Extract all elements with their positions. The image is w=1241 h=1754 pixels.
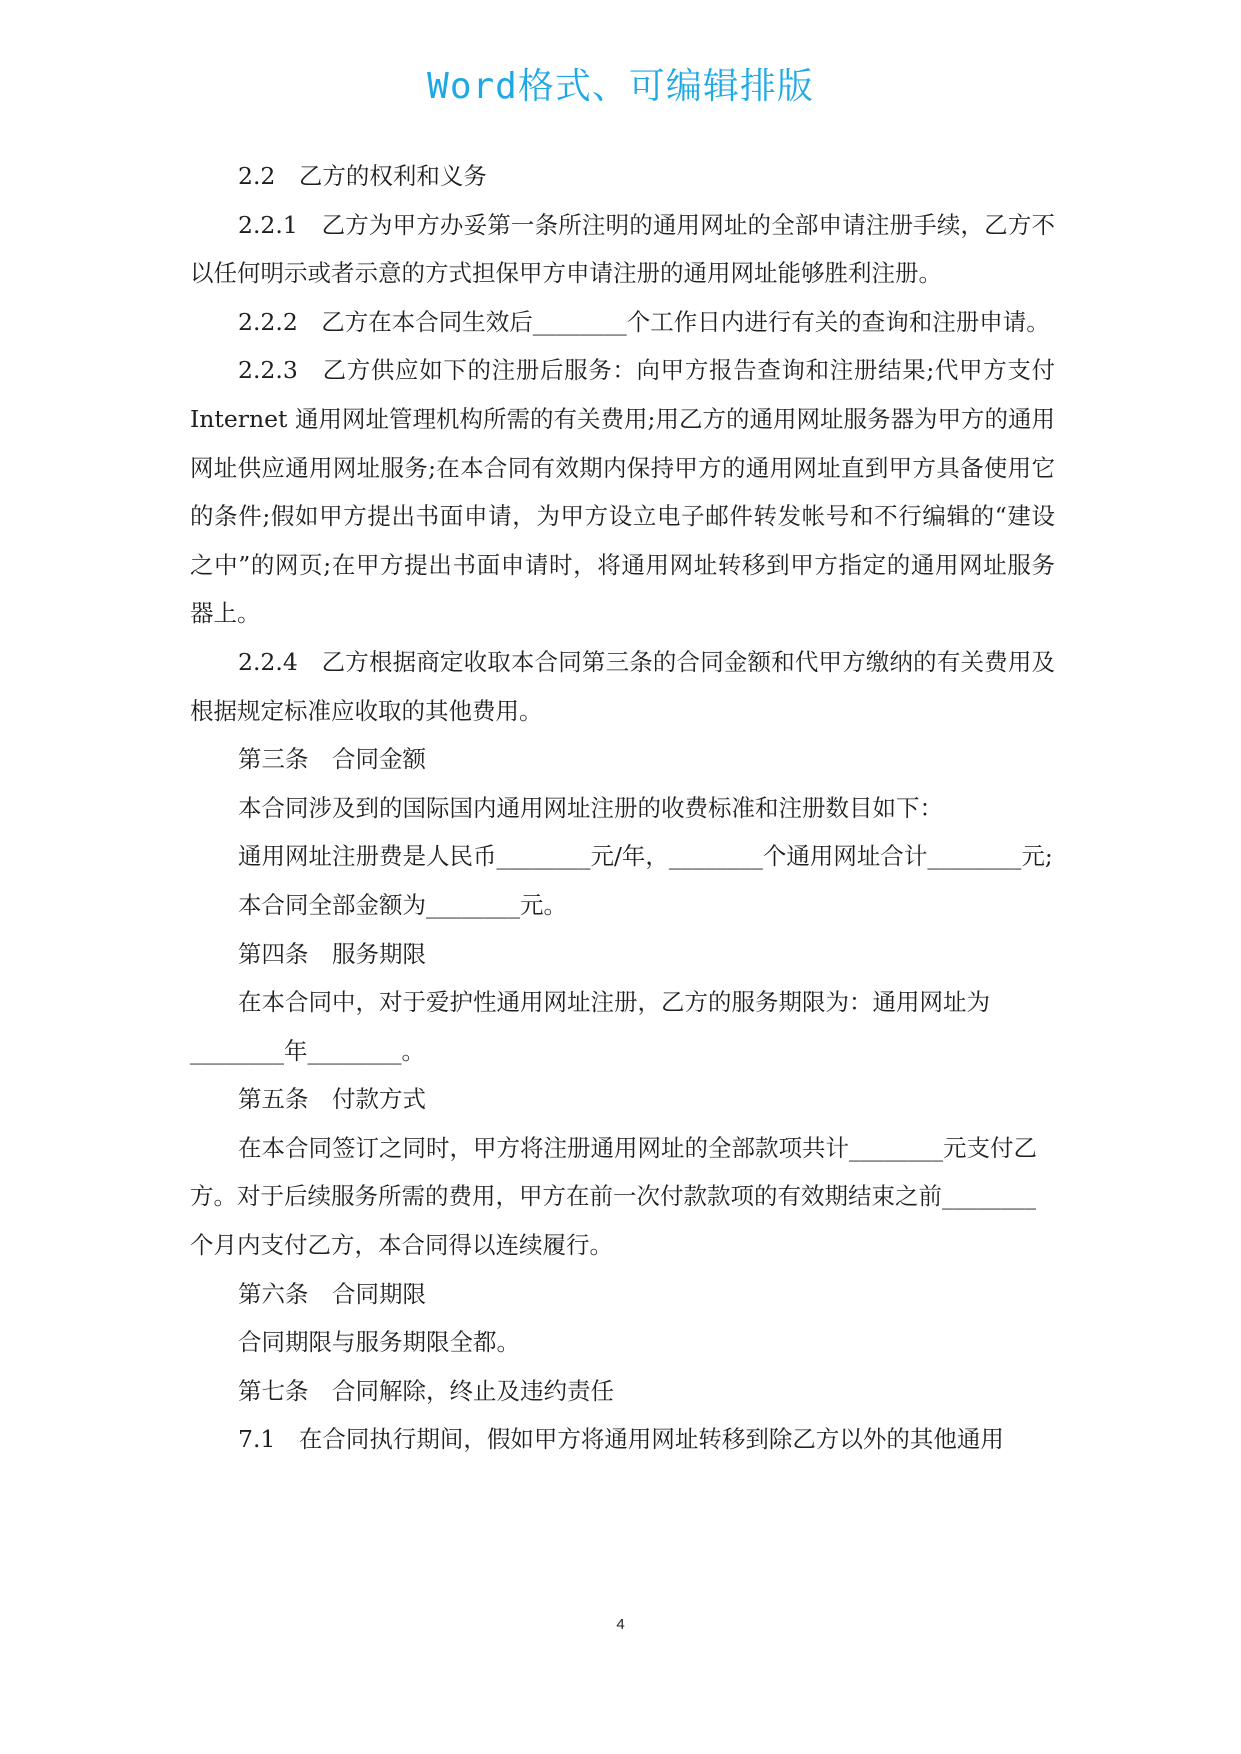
clause-2-2-3: 2.2.3 乙方供应如下的注册后服务：向甲方报告查询和注册结果;代甲方支付 Internet 通用网址管理机构所需的有关费用;用乙方的通用网址服务器为甲方的通用网址供应通用网址服务;在本合同有效期内保持甲方的通用网址直到甲方具备使用它的条件;假如甲方提出书面申请，为甲方设立电子邮件转发帐号和不行编辑的“建设之中”的网页;在甲方提出书面申请时，将通用网址转移到甲方指定的通用网址服务器上。 xyxy=(190,356,1055,628)
clause-2-2-2: 2.2.2 乙方在本合同生效后________个工作日内进行有关的查询和注册申请。 xyxy=(238,307,1050,336)
clause-2-2-4: 2.2.4 乙方根据商定收取本合同第三条的合同金额和代甲方缴纳的有关费用及根据规定标准应收取的其他费用。 xyxy=(190,647,1055,725)
article-7-heading: 第七条 合同解除，终止及违约责任 xyxy=(238,1376,614,1405)
article-5-text: 在本合同签订之同时，甲方将注册通用网址的全部款项共计________元支付乙方。对于后续服务所需的费用，甲方在前一次付款款项的有效期结束之前________个月内支付乙方，本合同得以连续履行。 xyxy=(190,1133,1037,1260)
page-number: 4 xyxy=(616,1616,625,1633)
article-6-heading: 第六条 合同期限 xyxy=(238,1279,426,1308)
document-body xyxy=(190,152,1055,1464)
article-4-heading: 第四条 服务期限 xyxy=(238,939,426,968)
article-3-heading: 第三条 合同金额 xyxy=(238,745,426,774)
article-3-fee-line: 通用网址注册费是人民币________元/年，________个通用网址合计________元; xyxy=(238,842,1053,871)
header-title: Word格式、可编辑排版 xyxy=(427,66,814,107)
article-3-total-line: 本合同全部金额为________元。 xyxy=(238,890,567,919)
clause-2-2-heading: 2.2 乙方的权利和义务 xyxy=(238,162,487,190)
article-3-intro: 本合同涉及到的国际国内通用网址注册的收费标准和注册数目如下： xyxy=(238,793,943,822)
clause-7-1: 7.1 在合同执行期间，假如甲方将通用网址转移到除乙方以外的其他通用 xyxy=(238,1425,1004,1454)
article-5-heading: 第五条 付款方式 xyxy=(238,1085,426,1114)
article-6-text: 合同期限与服务期限全都。 xyxy=(238,1328,520,1357)
clause-2-2-1: 2.2.1 乙方为甲方办妥第一条所注明的通用网址的全部申请注册手续，乙方不以任何明示或者示意的方式担保甲方申请注册的通用网址能够胜利注册。 xyxy=(190,210,1055,288)
article-4-text: 在本合同中，对于爱护性通用网址注册，乙方的服务期限为：通用网址为________年________。 xyxy=(190,988,990,1065)
